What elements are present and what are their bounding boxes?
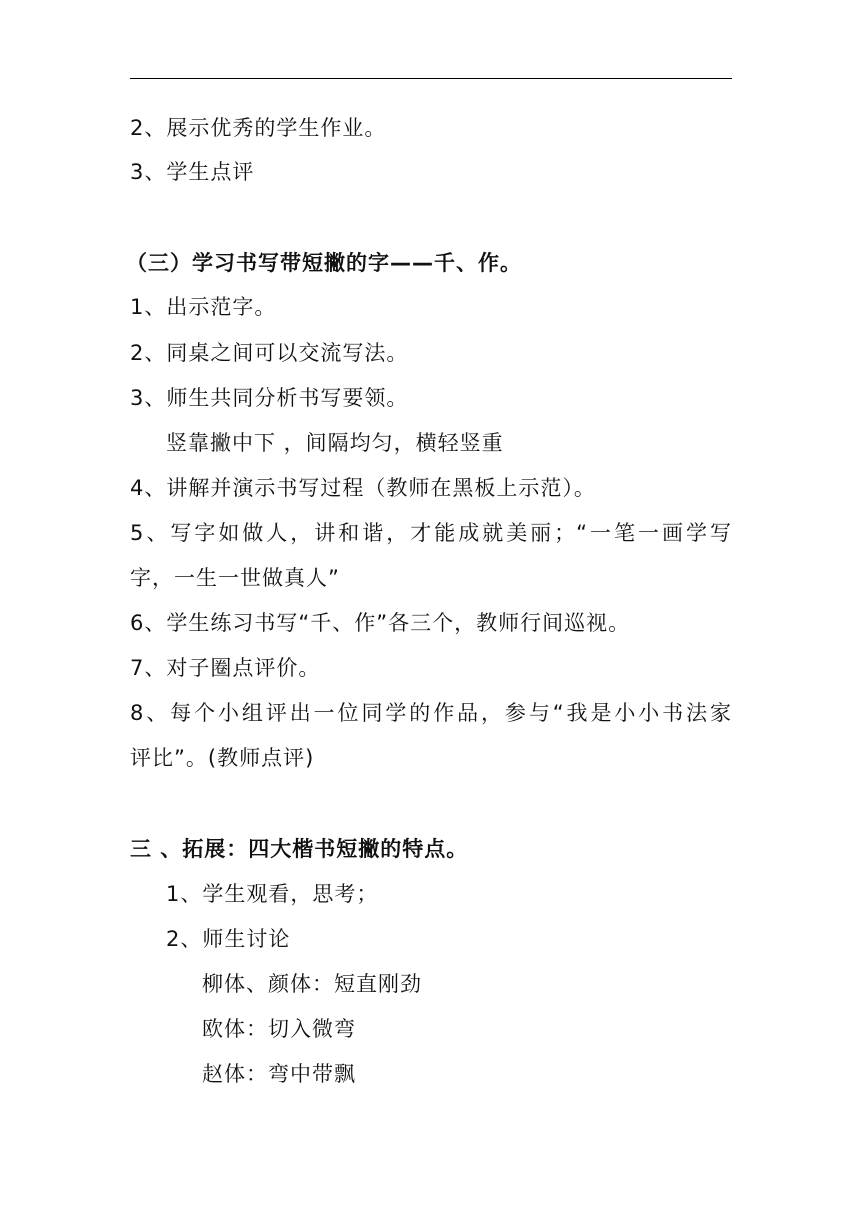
list-item-continuation: 评比”。(教师点评) xyxy=(130,746,315,770)
list-item: 6、学生练习书写“千、作”各三个，教师行间巡视。 xyxy=(130,611,631,635)
list-item: 2、师生讨论 xyxy=(166,927,291,951)
list-item: 8、每个小组评出一位同学的作品，参与“我是小小书法家 xyxy=(130,701,732,725)
section-heading: （三）学习书写带短撇的字——千、作。 xyxy=(126,251,522,275)
header-rule xyxy=(130,78,732,79)
list-item: 3、学生点评 xyxy=(130,160,255,184)
writing-tip: 竖靠撇中下 ，间隔均匀，横轻竖重 xyxy=(166,431,504,455)
list-item: 2、同桌之间可以交流写法。 xyxy=(130,341,409,365)
style-note: 赵体：弯中带飘 xyxy=(202,1062,356,1086)
section-heading: 三 、拓展：四大楷书短撇的特点。 xyxy=(130,837,469,861)
list-item-continuation: 字，一生一世做真人” xyxy=(130,566,340,590)
list-item: 7、对子圈点评价。 xyxy=(130,656,321,680)
list-item: 1、出示范字。 xyxy=(130,295,277,319)
list-item: 4、讲解并演示书写过程（教师在黑板上示范）。 xyxy=(130,476,596,500)
list-item: 1、学生观看，思考； xyxy=(166,882,379,906)
list-item: 2、展示优秀的学生作业。 xyxy=(130,116,387,140)
style-note: 欧体：切入微弯 xyxy=(202,1017,356,1041)
list-item: 3、师生共同分析书写要领。 xyxy=(130,386,409,410)
list-item: 5、写字如做人，讲和谐，才能成就美丽；“一笔一画学写 xyxy=(130,521,732,545)
style-note: 柳体、颜体：短直刚劲 xyxy=(202,972,422,996)
